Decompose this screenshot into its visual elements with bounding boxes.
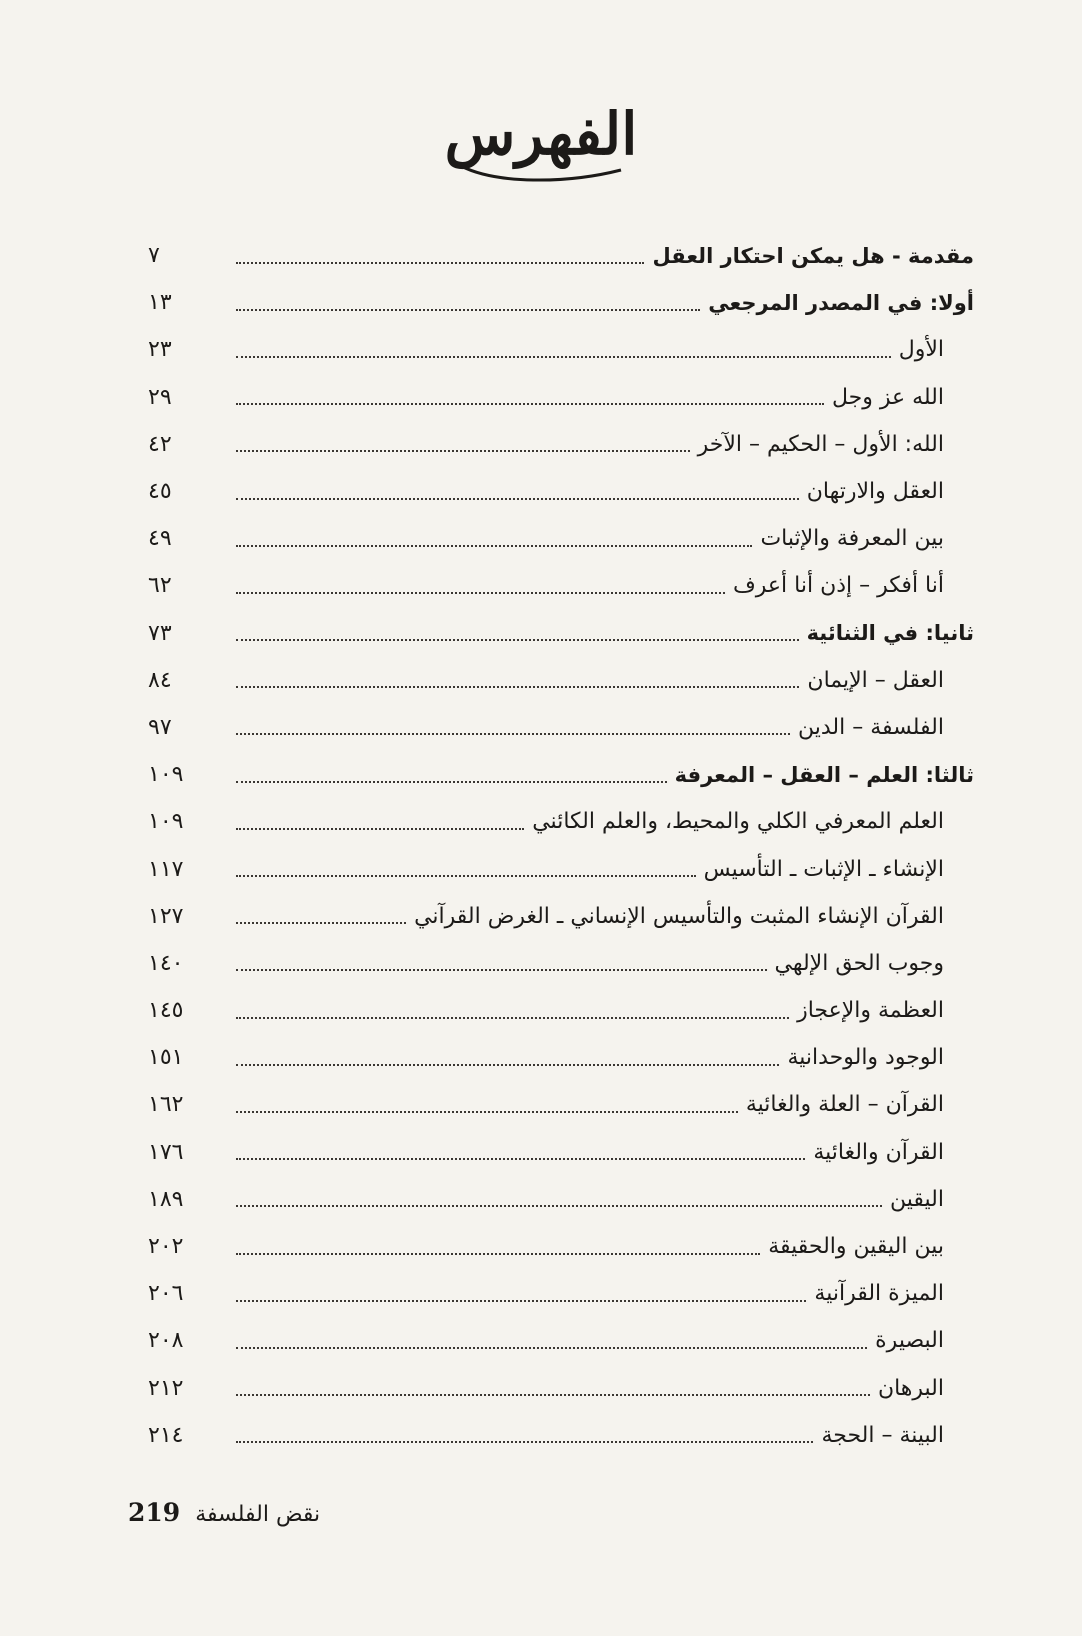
toc-entry-row <box>148 845 974 892</box>
toc-page-number: ١٠٩ <box>148 762 184 788</box>
toc-page-number: ٤٢ <box>148 431 172 457</box>
toc-entry-label: القرآن والغائية <box>813 1139 944 1165</box>
dot-leader <box>236 1347 867 1349</box>
toc-entry-row <box>148 1034 974 1081</box>
dot-leader <box>236 875 696 877</box>
dot-leader <box>236 450 690 452</box>
toc-entry-row <box>148 374 974 421</box>
toc-entry-label: الميزة القرآنية <box>814 1281 944 1307</box>
dot-leader <box>236 1158 805 1160</box>
toc-entry-row <box>148 704 974 751</box>
toc-page-number: ١٨٩ <box>148 1186 184 1212</box>
dot-leader <box>236 498 799 500</box>
toc-page-number: ١٤٠ <box>148 950 184 976</box>
dot-leader <box>236 1205 882 1207</box>
toc-entry-label: العظمة والإعجاز <box>797 998 944 1024</box>
toc-entry-row <box>148 987 974 1034</box>
toc-entry-row <box>148 562 974 609</box>
toc-page-number: ٢٩ <box>148 384 172 410</box>
toc-entry-label: العلم المعرفي الكلي والمحيط، والعلم الكائني <box>532 809 944 835</box>
toc-entry-label: البينة – الحجة <box>821 1422 944 1448</box>
toc-page-number: ٢١٢ <box>148 1375 184 1401</box>
toc-entry-label: الفلسفة – الدين <box>798 714 944 740</box>
toc-page-number: ١٤٥ <box>148 998 184 1024</box>
toc-entry-label: الله عز وجل <box>831 384 944 410</box>
toc-entry-label: الإنشاء ـ الإثبات ـ التأسيس <box>703 856 944 882</box>
toc-entry-row <box>148 1129 974 1176</box>
page-title: الفهرس <box>444 100 638 168</box>
toc-page-number: ١٧٦ <box>148 1139 184 1165</box>
toc-entry-row <box>148 1223 974 1270</box>
toc-page-number: ٢٠٦ <box>148 1281 184 1307</box>
dot-leader <box>236 922 406 924</box>
dot-leader <box>236 1111 738 1113</box>
toc-page-number: ٢٠٨ <box>148 1328 184 1354</box>
toc-entry-row <box>148 421 974 468</box>
dot-leader <box>236 1064 779 1066</box>
dot-leader <box>236 969 767 971</box>
toc-entry-label: بين المعرفة والإثبات <box>760 526 944 552</box>
toc-entry-label: البرهان <box>877 1375 944 1401</box>
toc-section-row <box>148 232 974 279</box>
dot-leader <box>236 592 725 594</box>
toc-entry-row <box>148 1270 974 1317</box>
toc-page-number: ٨٤ <box>148 667 172 693</box>
toc-section-row <box>148 751 974 798</box>
dot-leader <box>236 545 752 547</box>
toc-page-number: ٢٠٢ <box>148 1234 184 1260</box>
toc-page-number: ٤٩ <box>148 526 172 552</box>
toc-entry-row <box>148 515 974 562</box>
toc-page-number: ١٢٧ <box>148 903 184 929</box>
toc-page-number: ٢١٤ <box>148 1422 184 1448</box>
toc-page-number: ٧ <box>148 243 160 269</box>
toc-entry-label: بين اليقين والحقيقة <box>768 1234 944 1260</box>
toc-page-number: ١٦٢ <box>148 1092 184 1118</box>
toc-page-number: ٧٣ <box>148 620 172 646</box>
dot-leader <box>236 1253 760 1255</box>
toc-entry-label: القرآن الإنشاء المثبت والتأسيس الإنساني ـ الغرض القرآني <box>414 903 944 929</box>
toc-entry-row <box>148 468 974 515</box>
toc-entry-row <box>148 940 974 987</box>
dot-leader <box>236 733 790 735</box>
toc-section-row <box>148 279 974 326</box>
toc-page-number: ١٥١ <box>148 1045 184 1071</box>
dot-leader <box>236 1300 806 1302</box>
toc-entry-label: مقدمة - هل يمكن احتكار العقل <box>652 243 974 268</box>
footer-page-number: 219 <box>128 1498 181 1527</box>
toc-entry-row <box>148 1081 974 1128</box>
dot-leader <box>236 1017 789 1019</box>
toc-entry-row <box>148 1317 974 1364</box>
toc-entry-label: البصيرة <box>875 1328 944 1354</box>
toc-entry-label: الوجود والوحدانية <box>787 1045 944 1071</box>
toc-entry-row <box>148 326 974 373</box>
toc-entry-row <box>148 798 974 845</box>
dot-leader <box>236 309 700 311</box>
dot-leader <box>236 356 891 358</box>
toc-entry-label: القرآن – العلة والغائية <box>745 1092 944 1118</box>
dot-leader <box>236 639 799 641</box>
toc-entry-label: اليقين <box>890 1186 944 1212</box>
toc-entry-label: العقل – الإيمان <box>807 667 944 693</box>
table-of-contents <box>148 232 974 1459</box>
toc-entry-label: الأول <box>898 337 944 363</box>
toc-entry-label: ثانيا: في الثنائية <box>806 621 974 646</box>
toc-entry-row <box>148 1176 974 1223</box>
toc-page-number: ٩٧ <box>148 714 172 740</box>
dot-leader <box>236 262 644 264</box>
dot-leader <box>236 828 524 830</box>
toc-entry-row <box>148 1412 974 1459</box>
toc-entry-label: الله: الأول – الحكيم – الآخر <box>697 431 944 457</box>
toc-entry-row <box>148 893 974 940</box>
footer-book-title: نقض الفلسفة <box>195 1502 321 1527</box>
dot-leader <box>236 1394 870 1396</box>
dot-leader <box>236 403 824 405</box>
toc-page-number: ٦٢ <box>148 573 172 599</box>
page-footer <box>128 1498 320 1527</box>
toc-entry-label: أولا: في المصدر المرجعي <box>708 290 974 315</box>
dot-leader <box>236 686 799 688</box>
dot-leader <box>236 1441 813 1443</box>
toc-page-number: ٢٣ <box>148 337 172 363</box>
toc-page-number: ٤٥ <box>148 479 172 505</box>
toc-page-number: ١١٧ <box>148 856 184 882</box>
toc-entry-label: ثالثا: العلم – العقل – المعرفة <box>674 762 974 787</box>
toc-entry-row <box>148 657 974 704</box>
toc-page-number: ١٠٩ <box>148 809 184 835</box>
toc-entry-label: وجوب الحق الإلهي <box>774 950 944 976</box>
toc-entry-row <box>148 1365 974 1412</box>
title-block <box>0 100 1082 184</box>
toc-entry-label: أنا أفكر – إذن أنا أعرف <box>732 573 944 599</box>
toc-section-row <box>148 610 974 657</box>
toc-page-number: ١٣ <box>148 290 172 316</box>
dot-leader <box>236 781 667 783</box>
toc-entry-label: العقل والارتهان <box>806 479 944 505</box>
